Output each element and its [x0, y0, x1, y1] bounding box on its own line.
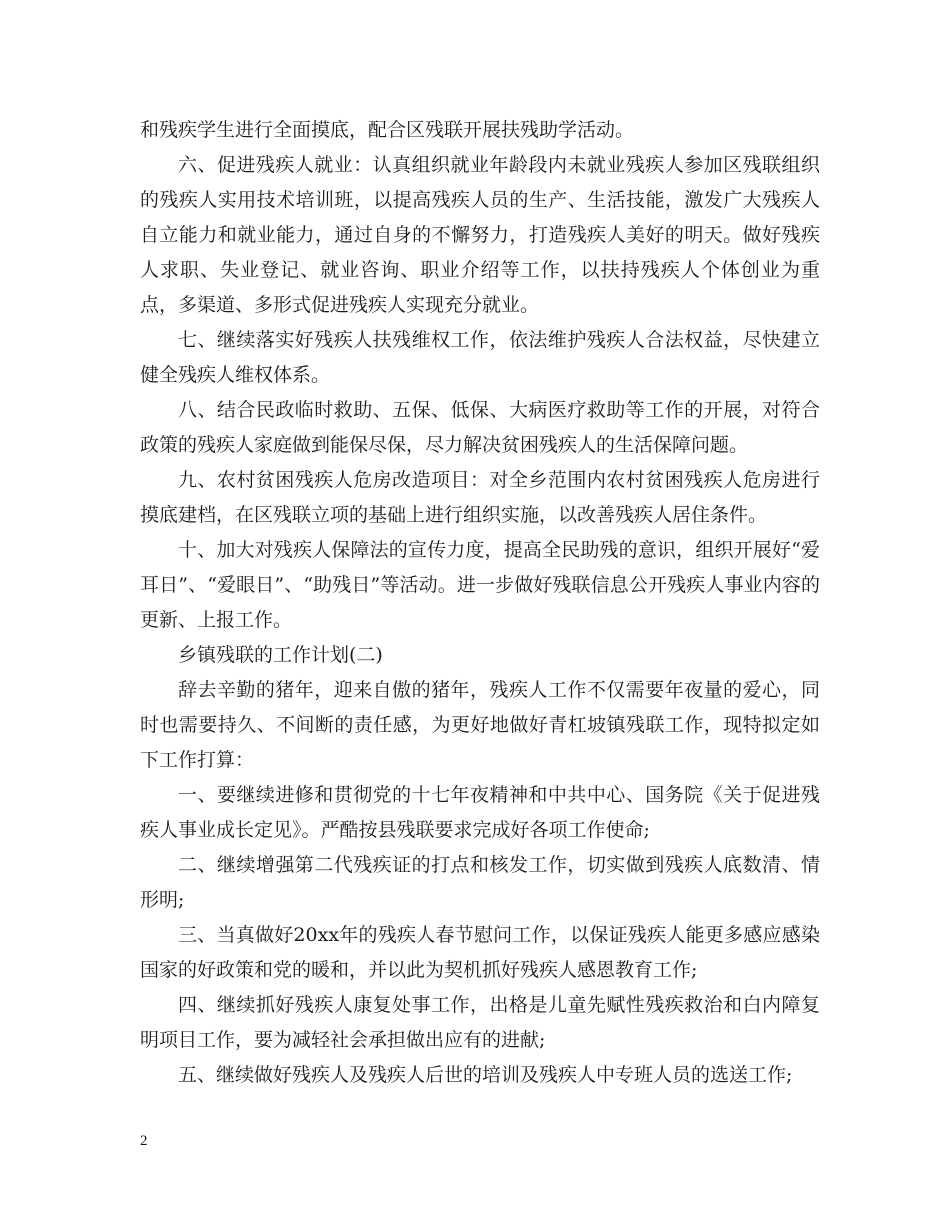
paragraph-plan-item-3: 三、当真做好20xx年的残疾人春节慰问工作，以保证残疾人能更多感应感染国家的好政策和党的暖和，并以此为契机抓好残疾人感恩教育工作;: [140, 924, 820, 981]
paragraph-item-7-rights: 七、继续落实好残疾人扶残维权工作，依法维护残疾人合法权益，尽快建立健全残疾人维权体系。: [140, 329, 820, 386]
section-heading: 乡镇残联的工作计划(二): [178, 644, 383, 666]
paragraph-continuation: 和残疾学生进行全面摸底，配合区残联开展扶残助学活动。: [140, 119, 635, 141]
paragraph-plan-item-1: 一、要继续进修和贯彻党的十七年夜精神和中共中心、国务院《关于促进残疾人事业成长定见》。严酷按县残联要求完成好各项工作使命;: [140, 784, 820, 841]
paragraph-intro: 辞去辛勤的猪年，迎来自傲的猪年，残疾人工作不仅需要年夜量的爱心，同时也需要持久、不间断的责任感，为更好地做好青杠坡镇残联工作，现特拟定如下工作打算：: [140, 679, 820, 771]
paragraph-plan-item-2: 二、继续增强第二代残疾证的打点和核发工作，切实做到残疾人底数清、情形明;: [140, 854, 820, 911]
document-body: [140, 113, 820, 1093]
paragraph-item-9-housing: 九、农村贫困残疾人危房改造项目：对全乡范围内农村贫困残疾人危房进行摸底建档，在区残联立项的基础上进行组织实施，以改善残疾人居住条件。: [140, 469, 820, 526]
paragraph-plan-item-4: 四、继续抓好残疾人康复处事工作，出格是儿童先赋性残疾救治和白内障复明项目工作，要为减轻社会承担做出应有的进献;: [140, 994, 820, 1051]
paragraph-item-10-publicity: 十、加大对残疾人保障法的宣传力度，提高全民助残的意识，组织开展好“爱耳日”、“爱眼日”、“助残日”等活动。进一步做好残联信息公开残疾人事业内容的更新、上报工作。: [140, 539, 820, 631]
paragraph-item-8-assistance: 八、结合民政临时救助、五保、低保、大病医疗救助等工作的开展，对符合政策的残疾人家庭做到能保尽保，尽力解决贫困残疾人的生活保障问题。: [140, 399, 820, 456]
page-number: 2: [140, 1133, 148, 1149]
paragraph-item-6-employment: 六、促进残疾人就业：认真组织就业年龄段内未就业残疾人参加区残联组织的残疾人实用技术培训班，以提高残疾人员的生产、生活技能，激发广大残疾人自立能力和就业能力，通过自身的不懈努力，打造残疾人美好的明天。做好残疾人求职、失业登记、就业咨询、职业介绍等工作，以扶持残疾人个体创业为重点，多渠道、多形式促进残疾人实现充分就业。: [140, 154, 820, 316]
paragraph-plan-item-5: 五、继续做好残疾人及残疾人后世的培训及残疾人中专班人员的选送工作;: [178, 1064, 793, 1086]
